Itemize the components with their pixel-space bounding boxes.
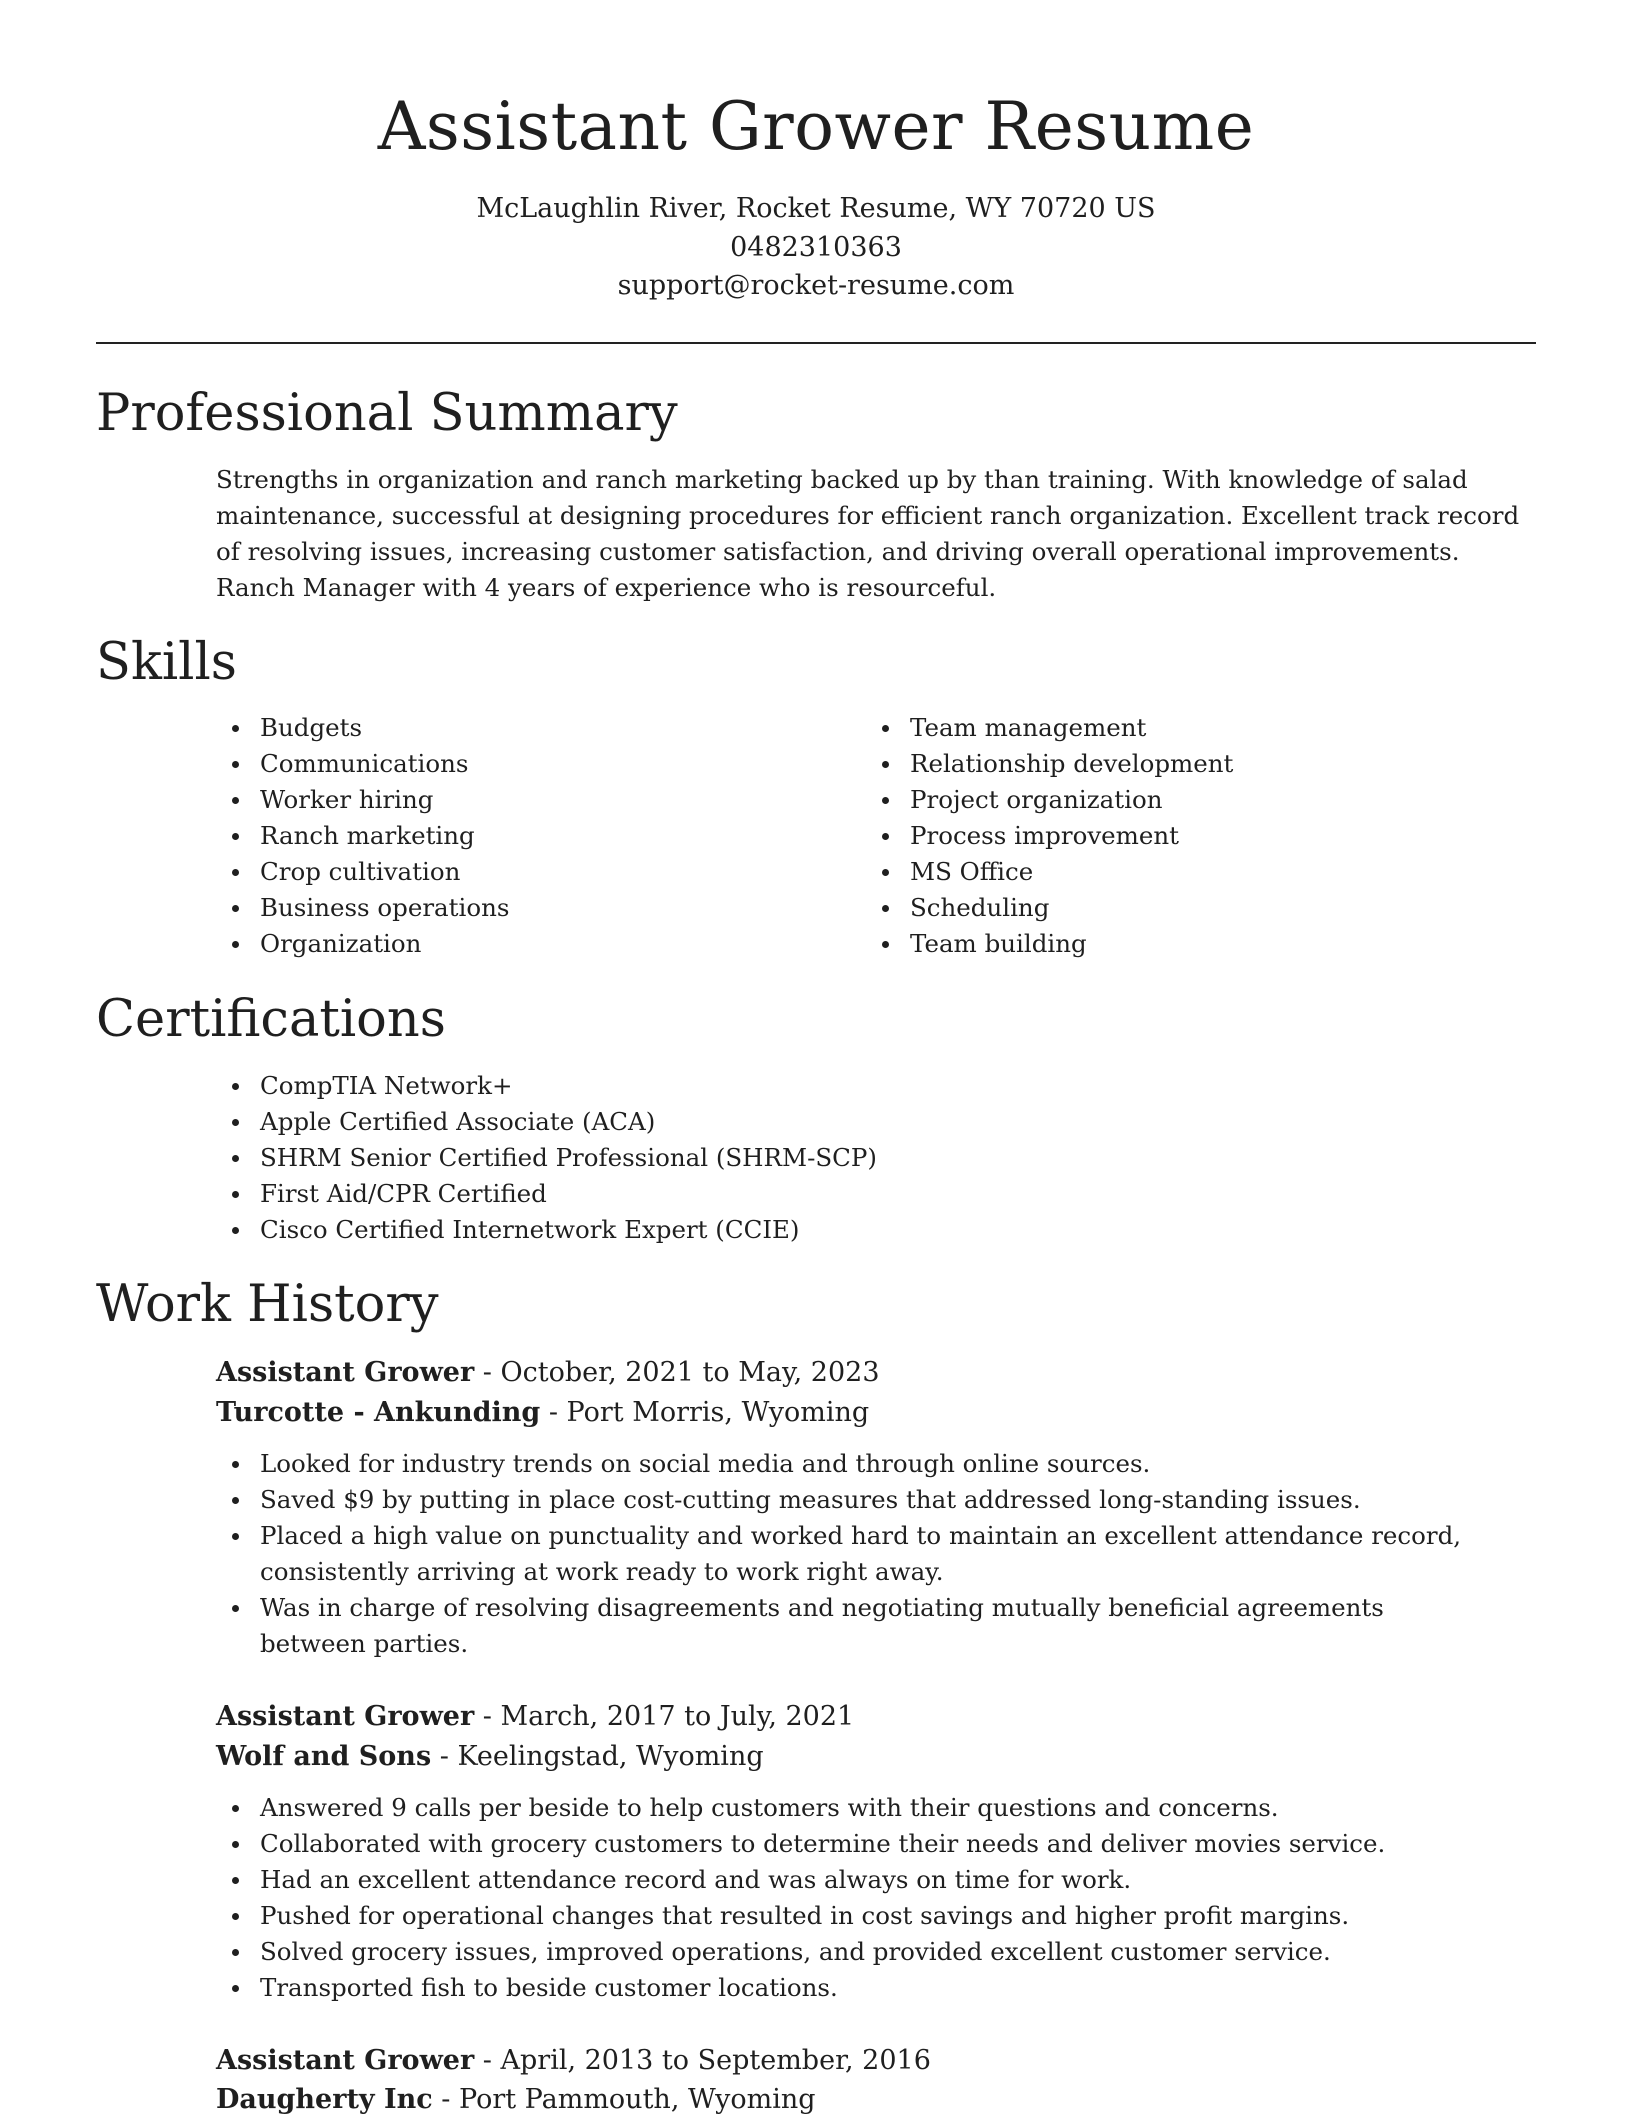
skill-item: Budgets [216, 710, 816, 746]
contact-address: McLaughlin River, Rocket Resume, WY 70720 US [476, 193, 1156, 224]
job-title-line [216, 1353, 1536, 1393]
skill-item: Team building [866, 926, 1466, 962]
summary-text: Strengths in organization and ranch marketing backed up by than training. With knowledge of salad maintenance, successful at designing procedures for efficient ranch organization. Excellent track record of resolving issues, increasing customer satisfaction, and driving overall operational improvements. Ranch Manager with 4 years of experience who is resourceful. [216, 465, 1520, 602]
job-company: Wolf and Sons [216, 1741, 432, 1772]
certifications-list [216, 1068, 1536, 1248]
job-company: Daugherty Inc [216, 2084, 433, 2115]
job-bullets [216, 1790, 1536, 2006]
certification-item: Cisco Certified Internetwork Expert (CCIE) [216, 1212, 1536, 1248]
job-bullet: Solved grocery issues, improved operations, and provided excellent customer service. [216, 1934, 1536, 1970]
job-bullet: Saved $9 by putting in place cost-cutting measures that addressed long-standing issues. [216, 1482, 1476, 1518]
contact-phone: 0482310363 [730, 232, 902, 263]
skill-item: Scheduling [866, 890, 1466, 926]
skill-item: MS Office [866, 854, 1466, 890]
section-title-certifications: Certifications [96, 990, 446, 1049]
contact-email: support@rocket-resume.com [617, 270, 1015, 301]
job-bullet: Had an excellent attendance record and was always on time for work. [216, 1862, 1536, 1898]
certification-item: SHRM Senior Certified Professional (SHRM-SCP) [216, 1140, 1536, 1176]
skill-item: Process improvement [866, 818, 1466, 854]
skill-item: Team management [866, 710, 1466, 746]
job-dates: - March, 2017 to July, 2021 [474, 1701, 855, 1732]
job-dates: - April, 2013 to September, 2016 [474, 2045, 931, 2076]
skill-item: Worker hiring [216, 782, 816, 818]
job-bullet: Was in charge of resolving disagreements and negotiating mutually beneficial agreements between parties. [216, 1590, 1476, 1662]
job-bullets [216, 1446, 1476, 1662]
job-location: - Port Pammouth, Wyoming [432, 2084, 816, 2115]
skill-item: Ranch marketing [216, 818, 816, 854]
job-bullet: Answered 9 calls per beside to help customers with their questions and concerns. [216, 1790, 1536, 1826]
job-role: Assistant Grower [216, 1357, 475, 1388]
certification-item: Apple Certified Associate (ACA) [216, 1104, 1536, 1140]
job-company: Turcotte - Ankunding [216, 1397, 541, 1428]
job-company-line [216, 1393, 1536, 1433]
skill-item: Crop cultivation [216, 854, 816, 890]
job-bullet: Collaborated with grocery customers to determine their needs and deliver movies service. [216, 1826, 1536, 1862]
skill-item: Relationship development [866, 746, 1466, 782]
certification-item: First Aid/CPR Certified [216, 1176, 1536, 1212]
job-bullet: Looked for industry trends on social media and through online sources. [216, 1446, 1476, 1482]
skill-item: Project organization [866, 782, 1466, 818]
section-title-summary: Professional Summary [96, 384, 678, 443]
skills-list-left [216, 710, 816, 962]
header-divider [96, 342, 1536, 344]
job-title-line [216, 2041, 1536, 2081]
job-role: Assistant Grower [216, 1701, 475, 1732]
job-title-line [216, 1697, 1536, 1737]
resume-title: Assistant Grower Resume [377, 88, 1255, 165]
job-bullet: Transported fish to beside customer locations. [216, 1970, 1536, 2006]
skills-list-right [866, 710, 1466, 962]
job-dates: - October, 2021 to May, 2023 [474, 1357, 880, 1388]
certification-item: CompTIA Network+ [216, 1068, 1536, 1104]
job-company-line [216, 1737, 1536, 1777]
section-title-work-history: Work History [96, 1275, 439, 1334]
job-location: - Keelingstad, Wyoming [431, 1741, 764, 1772]
job-role: Assistant Grower [216, 2045, 475, 2076]
job-bullet: Placed a high value on punctuality and worked hard to maintain an excellent attendance record, consistently arriving at work ready to work right away. [216, 1518, 1476, 1590]
skill-item: Communications [216, 746, 816, 782]
job-company-line [216, 2080, 1536, 2120]
skill-item: Organization [216, 926, 816, 962]
job-bullet: Pushed for operational changes that resulted in cost savings and higher profit margins. [216, 1898, 1536, 1934]
job-location: - Port Morris, Wyoming [540, 1397, 870, 1428]
skill-item: Business operations [216, 890, 816, 926]
section-title-skills: Skills [96, 633, 237, 692]
